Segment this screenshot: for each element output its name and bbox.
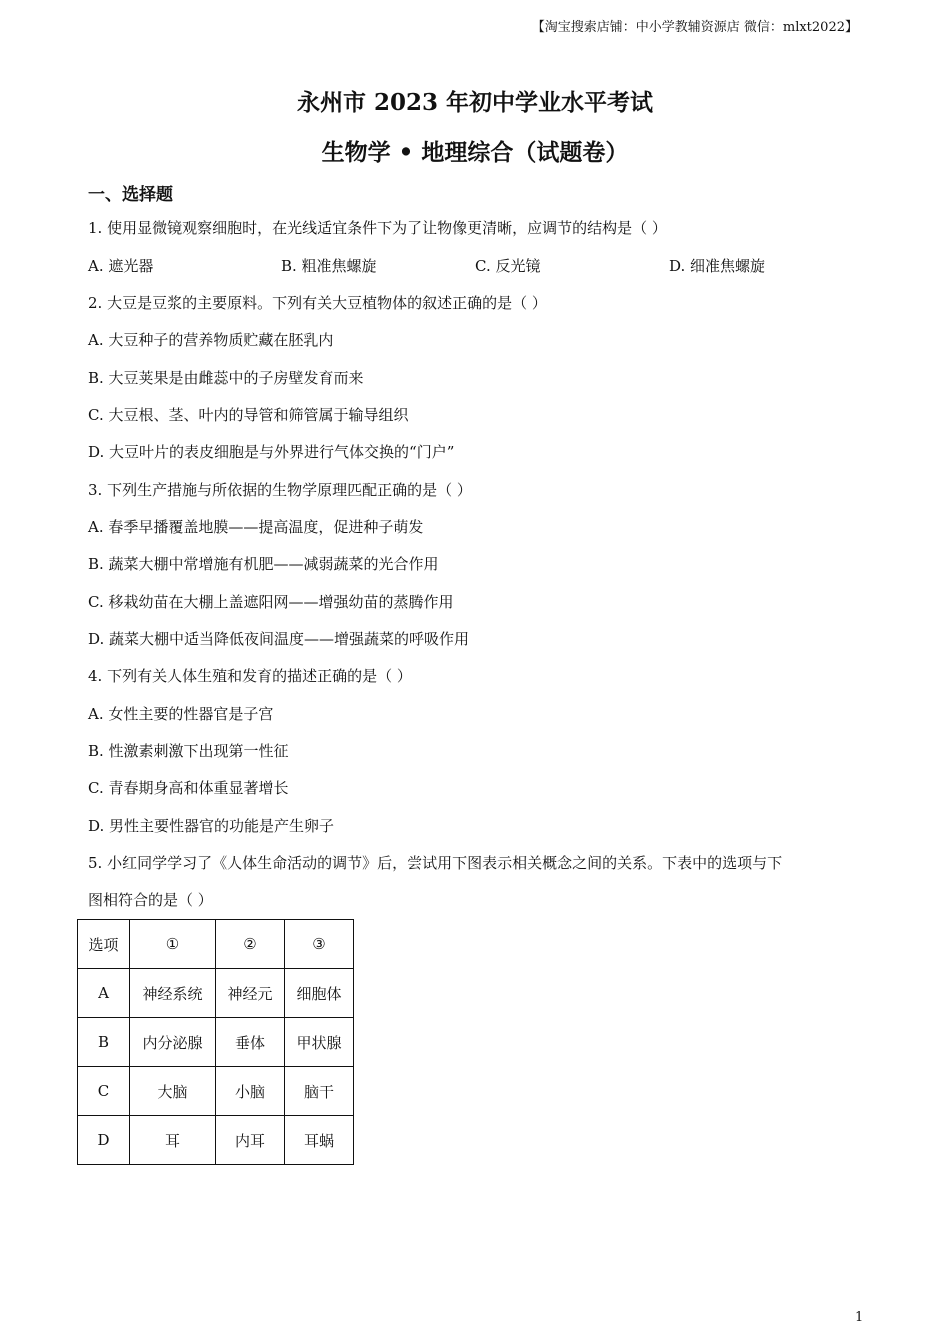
q1-option-a: A. 遮光器: [88, 257, 154, 275]
table-cell: 小脑: [216, 1067, 285, 1116]
section-heading: 一、选择题: [88, 185, 173, 205]
question-1-stem: 1. 使用显微镜观察细胞时，在光线适宜条件下为了让物像更清晰，应调节的结构是（ ）: [88, 219, 667, 237]
question-2-stem: 2. 大豆是豆浆的主要原料。下列有关大豆植物体的叙述正确的是（ ）: [88, 294, 547, 312]
table-cell: D: [78, 1116, 130, 1165]
table-cell: 内分泌腺: [130, 1018, 216, 1067]
q4-option-d: D. 男性主要性器官的功能是产生卵子: [88, 817, 335, 835]
page-number: 1: [855, 1310, 864, 1325]
table-row: [78, 1116, 354, 1165]
exam-subtitle: 生物学 • 地理综合（试题卷）: [321, 139, 629, 166]
question-5-stem-line2: 图相符合的是（ ）: [88, 891, 213, 909]
q2-option-b: B. 大豆荚果是由雌蕊中的子房壁发育而来: [88, 369, 364, 387]
table-header-cell: ②: [216, 920, 285, 969]
table-header-cell: ③: [285, 920, 354, 969]
table-cell: 大脑: [130, 1067, 216, 1116]
table-cell: C: [78, 1067, 130, 1116]
table-cell: B: [78, 1018, 130, 1067]
question-3-stem: 3. 下列生产措施与所依据的生物学原理匹配正确的是（ ）: [88, 481, 472, 499]
table-header-row: [78, 920, 354, 969]
table-cell: 耳: [130, 1116, 216, 1165]
q1-option-c: C. 反光镜: [475, 257, 541, 275]
q3-option-a: A. 春季早播覆盖地膜——提高温度，促进种子萌发: [88, 518, 424, 536]
q2-option-c: C. 大豆根、茎、叶内的导管和筛管属于输导组织: [88, 406, 409, 424]
table-cell: 神经系统: [130, 969, 216, 1018]
q4-option-a: A. 女性主要的性器官是子宫: [88, 705, 274, 723]
table-cell: 垂体: [216, 1018, 285, 1067]
q2-option-a: A. 大豆种子的营养物质贮藏在胚乳内: [88, 331, 334, 349]
q4-option-b: B. 性激素刺激下出现第一性征: [88, 742, 289, 760]
exam-title: 永州市 2023 年初中学业水平考试: [296, 89, 654, 116]
header-note: 【淘宝搜索店铺：中小学教辅资源店 微信：mlxt2022】: [531, 20, 858, 35]
table-row: [78, 1067, 354, 1116]
table-cell: 细胞体: [285, 969, 354, 1018]
table-cell: 神经元: [216, 969, 285, 1018]
q3-option-d: D. 蔬菜大棚中适当降低夜间温度——增强蔬菜的呼吸作用: [88, 630, 470, 648]
q4-option-c: C. 青春期身高和体重显著增长: [88, 779, 289, 797]
q1-option-b: B. 粗准焦螺旋: [281, 257, 377, 275]
table-header-cell: 选项: [78, 920, 130, 969]
q1-option-d: D. 细准焦螺旋: [669, 257, 766, 275]
question-4-stem: 4. 下列有关人体生殖和发育的描述正确的是（ ）: [88, 667, 412, 685]
table-cell: A: [78, 969, 130, 1018]
q2-option-d: D. 大豆叶片的表皮细胞是与外界进行气体交换的“门户”: [88, 443, 455, 461]
q3-option-b: B. 蔬菜大棚中常增施有机肥——减弱蔬菜的光合作用: [88, 555, 439, 573]
table-cell: 耳蜗: [285, 1116, 354, 1165]
question-5-stem-line1: 5. 小红同学学习了《人体生命活动的调节》后，尝试用下图表示相关概念之间的关系。下表中的选项与下: [88, 854, 783, 872]
table-row: [78, 1018, 354, 1067]
table-cell: 甲状腺: [285, 1018, 354, 1067]
q3-option-c: C. 移栽幼苗在大棚上盖遮阳网——增强幼苗的蒸腾作用: [88, 593, 454, 611]
table-cell: 内耳: [216, 1116, 285, 1165]
table-row: [78, 969, 354, 1018]
table-cell: 脑干: [285, 1067, 354, 1116]
table-header-cell: ①: [130, 920, 216, 969]
options-table: [77, 919, 354, 1165]
